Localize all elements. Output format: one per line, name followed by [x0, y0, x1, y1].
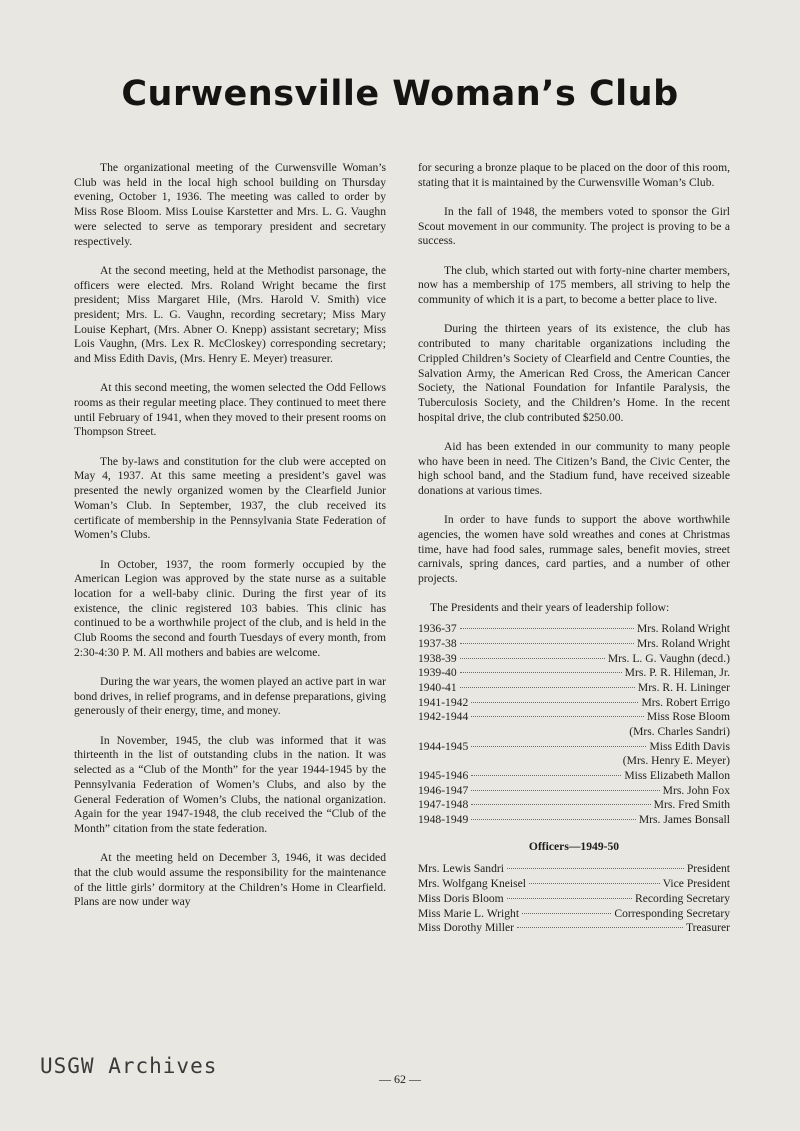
president-row: [418, 710, 730, 725]
row-value: Recording Secretary: [635, 891, 730, 905]
paragraph: The organizational meeting of the Curwensville Woman’s Club was held in the local high school building on Thursday evening, October 1, 1936. The meeting was called to order by Miss Rose Bloom. Miss Louise Karstetter and Mrs. L. G. Vaughn were selected to serve as temporary president and secretary respectively.: [74, 161, 386, 248]
row-value: Mrs. James Bonsall: [638, 813, 730, 827]
dot-leader: [471, 775, 621, 776]
paragraph: During the thirteen years of its existence, the club has contributed to many charitable organizations including the Crippled Children’s Society of Clearfield and Centre Counties, the Salvation Army, the American Red Cross, the American Cancer Society, the National Foundation for Infantile Paralysis, the Tuberculosis Society, and the Children’s Home. In the recent hospital drive, the club contributed $250.00.: [418, 322, 730, 424]
right-column: [418, 161, 730, 936]
row-label: Miss Dorothy Miller: [418, 921, 514, 935]
row-value: Corresponding Secretary: [614, 906, 730, 920]
row-value: Mrs. Fred Smith: [653, 798, 730, 812]
presidents-intro: The Presidents and their years of leadership follow:: [430, 601, 670, 615]
row-label: Miss Marie L. Wright: [418, 906, 520, 920]
officer-row: [418, 907, 730, 922]
row-value: Mrs. Roland Wright: [636, 622, 730, 636]
president-row: [418, 740, 730, 755]
paragraph: During the war years, the women played an active part in war bond drives, in relief programs, and in defense preparations, giving generously of their energy, time, and money.: [74, 675, 386, 718]
row-value: Mrs. P. R. Hileman, Jr.: [624, 666, 730, 680]
president-row: [418, 637, 730, 652]
row-label: Miss Doris Bloom: [418, 891, 504, 905]
row-label: 1944-1945: [418, 739, 469, 753]
dot-leader: [471, 819, 636, 820]
row-label: 1945-1946: [418, 769, 469, 783]
dot-leader: [517, 927, 683, 928]
president-row: [418, 666, 730, 681]
president-row: [418, 784, 730, 799]
paragraph: In the fall of 1948, the members voted to sponsor the Girl Scout movement in our community. The project is proving to be a success.: [418, 205, 730, 248]
paragraph: In October, 1937, the room formerly occupied by the American Legion was approved by the state nurse as a suitable location for a well-baby clinic. During the first year of its existence, the clinic registered 103 babies. This clinic has continued to be a worthwhile project of the club, and is held in the Club Rooms the second and fourth Tuesdays of every month, from 2:30-4:30 P. M. All mothers and babies are welcome.: [74, 557, 386, 659]
officer-row: [418, 877, 730, 892]
officers-list: [418, 862, 730, 935]
president-row: [418, 813, 730, 828]
left-column: [74, 161, 386, 925]
archive-watermark: USGW Archives: [40, 1054, 218, 1078]
row-value: Mrs. Roland Wright: [636, 636, 730, 650]
dot-leader: [507, 868, 684, 869]
row-label: Mrs. Wolfgang Kneisel: [418, 877, 527, 891]
dot-leader: [471, 716, 644, 717]
page-title: Curwensville Woman’s Club: [121, 74, 679, 114]
row-label: 1939-40: [418, 666, 457, 680]
row-value: Mrs. John Fox: [662, 783, 730, 797]
officer-row: [418, 921, 730, 936]
row-label: 1946-1947: [418, 783, 469, 797]
dot-leader: [471, 746, 646, 747]
row-label: 1936-37: [418, 622, 457, 636]
row-label: 1938-39: [418, 651, 457, 665]
paragraph: The by-laws and constitution for the club were accepted on May 4, 1937. At this same meeting a president’s gavel was presented the newly organized women by the Clearfield Junior Woman’s Club. In September, 1937, the club received its certificate of membership in the Pennsylvania State Federation of Women’s Clubs.: [74, 454, 386, 542]
dot-leader: [507, 898, 632, 899]
row-value: Mrs. R. H. Lininger: [637, 680, 730, 694]
row-value: Mrs. L. G. Vaughn (decd.): [607, 651, 730, 665]
president-married-name: (Mrs. Henry E. Meyer): [622, 754, 730, 768]
row-value: Vice President: [662, 877, 730, 891]
page-number: — 62 —: [379, 1072, 421, 1086]
president-row: [418, 652, 730, 667]
officer-row: [418, 862, 730, 877]
dot-leader: [460, 687, 635, 688]
row-value: Mrs. Robert Errigo: [641, 695, 730, 709]
row-label: 1948-1949: [418, 813, 469, 827]
officers-heading: Officers—1949-50: [528, 839, 620, 853]
paragraph: In order to have funds to support the above worthwhile agencies, the women have sold wreathes and cones at Christmas time, have had food sales, rummage sales, benefit movies, street carnivals, spring dances, card parties, and a number of other projects.: [418, 513, 730, 586]
president-married-name: (Mrs. Charles Sandri): [629, 724, 730, 738]
row-label: 1947-1948: [418, 798, 469, 812]
paragraph: At the second meeting, held at the Methodist parsonage, the officers were elected. Mrs. Roland Wright became the first president; Miss Margaret Hile, (Mrs. Harold V. Smith) vice president; Mrs. L. G. Vaughn, recording secretary; Miss Mary Louise Kephart, (Mrs. Abner O. Knepp) assistant secretary; Miss Lois Vaughn, (Mrs. Lex R. McCloskey) corresponding secretary; and Miss Edith Davis, (Mrs. Henry E. Meyer) treasurer.: [74, 263, 386, 366]
paragraph: In November, 1945, the club was informed that it was thirteenth in the list of outstanding clubs in the nation. It was selected as a “Club of the Month” for the year 1944-1945 by the Pennsylvania Federation of Women’s Clubs, and also by the General Federation of Women’s Clubs, the national organization. Again for the year 1947-1948, the club received the “Club of the Month” citation from the state federation.: [74, 733, 386, 835]
paragraph-continuation: for securing a bronze plaque to be placed on the door of this room, stating that it is maintained by the Curwensville Woman’s Club.: [418, 161, 730, 189]
row-value: President: [686, 862, 730, 876]
officer-row: [418, 892, 730, 907]
row-label: 1942-1944: [418, 710, 469, 724]
dot-leader: [460, 658, 605, 659]
row-label: Mrs. Lewis Sandri: [418, 862, 504, 876]
paragraph: Aid has been extended in our community to many people who have been in need. The Citizen’s Band, the Civic Center, the high school band, and the Stadium fund, have received sizeable donations at various times.: [418, 439, 730, 498]
dot-leader: [471, 804, 650, 805]
president-row: [418, 681, 730, 696]
dot-leader: [471, 790, 659, 791]
row-label: 1941-1942: [418, 695, 469, 709]
dot-leader: [460, 672, 622, 673]
presidents-list: [418, 622, 730, 828]
row-label: 1937-38: [418, 636, 457, 650]
dot-leader: [522, 913, 611, 914]
president-row: [418, 798, 730, 813]
dot-leader: [460, 628, 634, 629]
dot-leader: [460, 643, 634, 644]
president-row: [418, 622, 730, 637]
row-value: Miss Rose Bloom: [646, 710, 730, 724]
president-note: [418, 725, 730, 740]
president-row: [418, 769, 730, 784]
row-value: Miss Elizabeth Mallon: [624, 769, 730, 783]
president-row: [418, 696, 730, 711]
paragraph: The club, which started out with forty-nine charter members, now has a membership of 175 members, all striving to help the community of which it is a part, to become a better place to live.: [418, 263, 730, 307]
paragraph: At the meeting held on December 3, 1946, it was decided that the club would assume the responsibility for the maintenance of the little girls’ dormitory at the Children’s Home in Clearfield. Plans are now under way: [74, 851, 386, 909]
dot-leader: [529, 883, 660, 884]
president-note: [418, 754, 730, 769]
paragraph: At this second meeting, the women selected the Odd Fellows rooms as their regular meeting place. They continued to meet there until February of 1941, when they moved to their present rooms on Thompson Street.: [74, 381, 386, 439]
row-value: Treasurer: [685, 921, 730, 935]
dot-leader: [471, 702, 638, 703]
row-value: Miss Edith Davis: [649, 739, 730, 753]
row-label: 1940-41: [418, 680, 457, 694]
